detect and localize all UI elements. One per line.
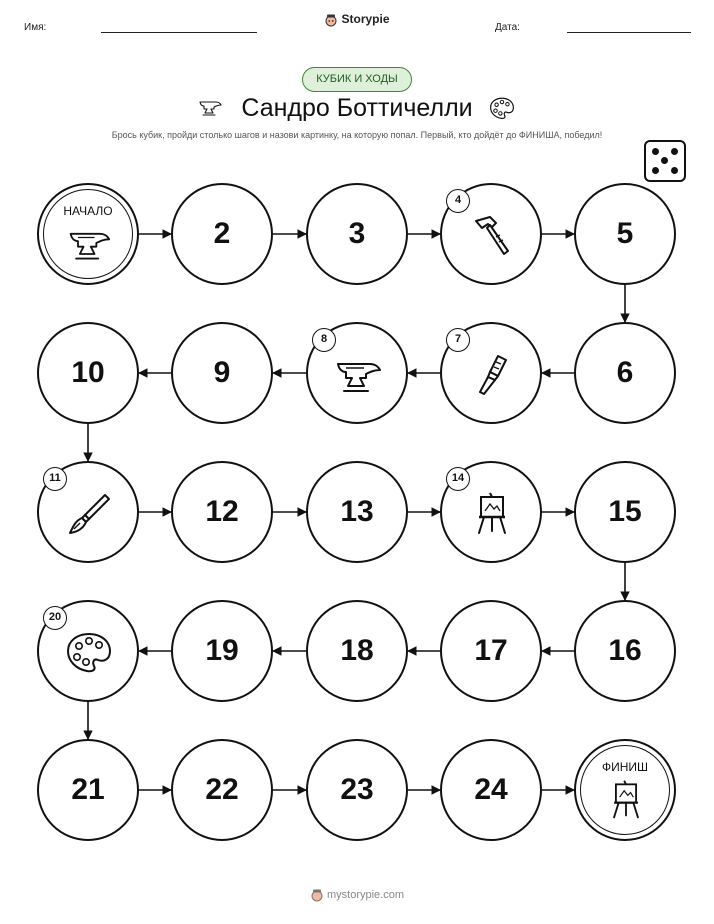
board-cell-21 xyxy=(37,739,139,841)
chisel-icon xyxy=(468,350,516,398)
board-cell-23 xyxy=(306,739,408,841)
cell-number: 13 xyxy=(340,495,374,528)
cell-number: 10 xyxy=(71,356,105,389)
cell-number: 24 xyxy=(474,773,508,806)
cell-number: 18 xyxy=(340,634,374,667)
board-cell-16 xyxy=(574,600,676,702)
name-label: Имя: xyxy=(24,22,47,33)
cell-number: 15 xyxy=(608,495,642,528)
cell-number: 21 xyxy=(71,773,105,806)
board-cell-3 xyxy=(306,183,408,285)
date-label: Дата: xyxy=(495,22,520,33)
board-cell-6 xyxy=(574,322,676,424)
board-cell-18 xyxy=(306,600,408,702)
cell-badge: 4 xyxy=(446,189,470,213)
start-label: НАЧАЛО xyxy=(63,204,113,218)
cell-number: 5 xyxy=(616,217,634,250)
board-cell-13 xyxy=(306,461,408,563)
board-cell-9 xyxy=(171,322,273,424)
cell-number: 2 xyxy=(213,217,231,250)
board-cell-2 xyxy=(171,183,273,285)
hammer-icon xyxy=(468,211,516,259)
cell-number: 6 xyxy=(616,356,634,389)
cell-badge: 14 xyxy=(446,467,470,491)
cell-number: 16 xyxy=(608,634,642,667)
easel-icon xyxy=(468,489,516,537)
board-cell-10 xyxy=(37,322,139,424)
board-cell-19 xyxy=(171,600,273,702)
cell-number: 12 xyxy=(205,495,239,528)
cell-badge: 7 xyxy=(446,328,470,352)
cell-number: 9 xyxy=(213,356,231,389)
cell-badge: 20 xyxy=(43,606,67,630)
finish-cell xyxy=(574,739,676,841)
palette-icon xyxy=(65,628,113,676)
page-title: Сандро Боттичелли xyxy=(241,94,473,122)
cell-number: 22 xyxy=(205,773,239,806)
footer xyxy=(0,888,714,902)
easel-icon xyxy=(604,777,648,821)
cell-number: 23 xyxy=(340,773,374,806)
board-cell-22 xyxy=(171,739,273,841)
cell-number: 3 xyxy=(348,217,366,250)
board-cell-5 xyxy=(574,183,676,285)
finish-label: ФИНИШ xyxy=(601,760,649,774)
board-cell-12 xyxy=(171,461,273,563)
board-cell-17 xyxy=(440,600,542,702)
instructions: Брось кубик, пройди столько шагов и назови картинку, на которую попал. Первый, кто дойдёт до ФИНИША, победил! xyxy=(111,130,603,140)
activity-tag: КУБИК И ХОДЫ xyxy=(302,67,412,92)
anvil-icon xyxy=(334,350,382,398)
storypie-logo-icon xyxy=(310,888,324,902)
board-cell-24 xyxy=(440,739,542,841)
cell-badge: 11 xyxy=(43,467,67,491)
paintbrush-icon xyxy=(65,489,113,537)
cell-badge: 8 xyxy=(312,328,336,352)
footer-url: mystorypie.com xyxy=(326,888,405,901)
board-cell-15 xyxy=(574,461,676,563)
start-cell xyxy=(37,183,139,285)
brand-name: Storypie xyxy=(341,12,390,26)
cell-number: 17 xyxy=(474,634,508,667)
anvil-icon xyxy=(67,221,111,265)
cell-number: 19 xyxy=(205,634,239,667)
